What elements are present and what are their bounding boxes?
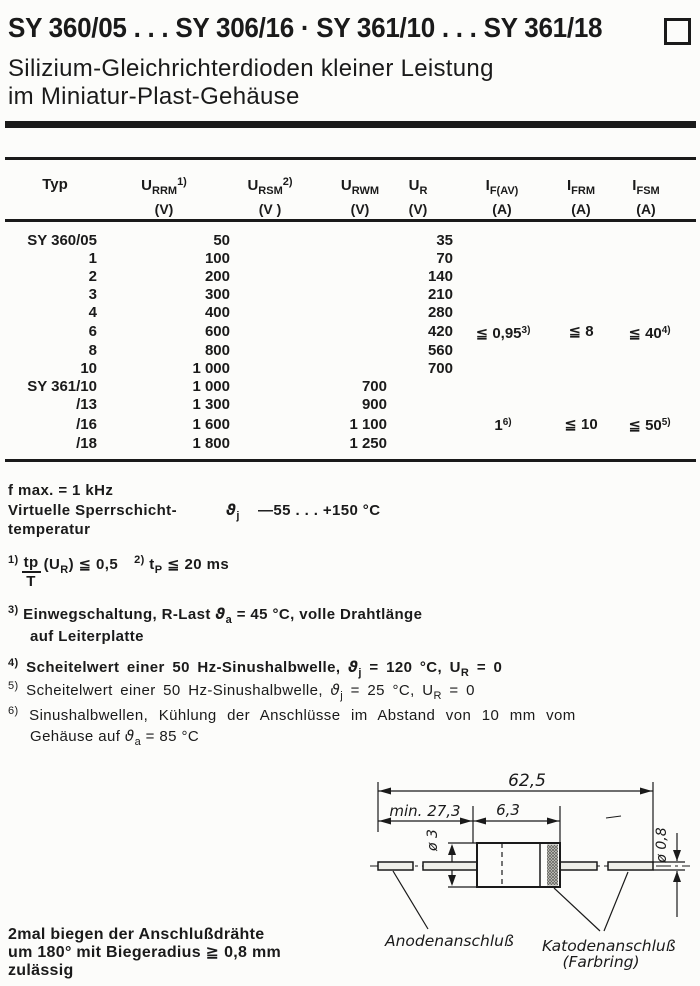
table-row — [8, 360, 690, 378]
cell-ifrm — [553, 232, 609, 250]
cell-ur — [387, 396, 453, 414]
cell-urwm — [300, 360, 387, 378]
cell-ifav-group1: ≦ 0,95$^{3)}$ — [475, 324, 531, 342]
cathode-band — [547, 845, 558, 886]
footnote-4: $^{4)}$ Scheitelwert einer 50 Hz-Sinushalbwelle, $ϑ_j = 120$ °C, $U_R = 0$ — [8, 657, 503, 679]
cell-ifsm — [609, 232, 690, 250]
dim-min-label: min. 27,3 — [389, 802, 461, 820]
bend-note-line1: 2mal biegen der Anschlußdrähte — [8, 926, 265, 943]
cell-typ: 1 — [88, 249, 97, 267]
cell-typ: /16 — [76, 415, 97, 433]
cell-typ: /18 — [76, 434, 97, 452]
divider-thick — [5, 121, 696, 128]
table-row — [8, 286, 690, 304]
cell-typ: 2 — [88, 267, 97, 285]
cell-urwm — [300, 250, 387, 268]
footnote-3: $^{3)}$ Einwegschaltung, R-Last $ϑ_a = 45$ °C, volle Drahtlänge — [8, 604, 423, 626]
cell-ur — [387, 435, 453, 453]
subtitle-line2: im Miniatur-Plast-Gehäuse — [8, 83, 300, 110]
cell-urrm: 1 800 — [192, 434, 230, 452]
cell-typ: /13 — [76, 396, 97, 414]
table-row — [8, 396, 690, 414]
col-header-ifav: $I_{F(AV)}$ (A) — [485, 177, 519, 217]
fraction-tp-over-T: $\frac{tp}{T}$ — [23, 554, 39, 590]
cell-ur: 70 — [436, 249, 453, 267]
cathode-label-line2: (Farbring) — [562, 953, 640, 971]
dim-wire-dia-label: ø 0,8 — [654, 827, 670, 863]
cell-typ: 3 — [88, 285, 97, 303]
note-virt-label2: temperatur — [8, 521, 91, 538]
note-virt-symbol: $ϑ_j$ — [226, 501, 240, 522]
table-row — [8, 414, 690, 435]
cell-ifrm-group1: ≦ 8 — [568, 323, 594, 341]
divider-table-top — [5, 157, 696, 160]
cell-ifsm-group2: ≦ 50$^{5)}$ — [628, 417, 671, 435]
note-fmax: f max. = 1 kHz — [8, 482, 114, 499]
col-header-ifrm: $I_{FRM}$ (A) — [567, 177, 595, 217]
footnote-1-2: $^{1)}$ $\frac{tp}{T}$ $(U_R)$ ≦ 0,5 $^{2)}$ $t_P$ ≦ 20 ms — [8, 554, 230, 590]
cell-urrm: 50 — [213, 232, 230, 249]
table-row — [8, 378, 690, 396]
cell-urwm — [300, 286, 387, 304]
table-row — [8, 322, 690, 343]
table-row — [8, 250, 690, 268]
footnote-5: $^{5)}$ Scheitelwert einer 50 Hz-Sinushalbwelle, $ϑ_j = 25$ °C, $U_R = 0$ — [8, 680, 475, 702]
dim-body-dia-label: ø 3 — [425, 829, 441, 851]
cell-typ: 8 — [88, 342, 97, 360]
col-header-ursm: $U_{RSM}^{2)}$ (V ) — [247, 176, 293, 217]
cell-urwm — [300, 322, 387, 343]
cathode-label: Katodenanschluß — [542, 937, 676, 955]
table-row — [8, 232, 690, 250]
cell-urrm: 100 — [204, 249, 230, 267]
dimension-drawing — [330, 750, 700, 986]
cell-ur: 700 — [427, 360, 453, 378]
cell-urwm: 900 — [361, 396, 387, 414]
cell-urwm: 1 250 — [349, 434, 387, 452]
cell-ur: 560 — [427, 342, 453, 360]
dim-total-label: 62,5 — [508, 771, 546, 791]
divider-table-header — [5, 219, 696, 222]
cell-ur: 210 — [427, 285, 453, 303]
cell-urrm: 200 — [204, 267, 230, 285]
cell-urrm: 600 — [204, 323, 230, 341]
col-header-urrm: $U_{RRM}^{1)}$ (V) — [141, 176, 187, 217]
cell-ifrm-group2: ≦ 10 — [564, 415, 598, 433]
cell-typ: 4 — [88, 303, 97, 321]
cell-urrm: 1 600 — [192, 415, 230, 433]
cell-urrm: 400 — [204, 303, 230, 321]
cell-ur: 35 — [436, 232, 453, 249]
footnote-6-line2: Gehäuse auf $ϑ_a = 85$ °C — [30, 727, 200, 748]
cell-ur: 280 — [427, 303, 453, 321]
note-virt-label1: Virtuelle Sperrschicht- — [8, 502, 177, 519]
cell-urwm — [300, 304, 387, 322]
cell-typ: 6 — [88, 323, 97, 341]
cell-urwm — [300, 232, 387, 250]
cell-urwm: 700 — [361, 378, 387, 396]
subtitle-line1: Silizium-Gleichrichterdioden kleiner Leistung — [8, 55, 494, 82]
footnote-3-line2: auf Leiterplatte — [30, 628, 144, 645]
cell-typ: SY 360/05 — [27, 232, 97, 249]
col-header-urwm: $U_{RWM}$ (V) — [340, 177, 380, 217]
cell-ifsm-group1: ≦ 40$^{4)}$ — [628, 324, 671, 342]
page-title: SY 360/05 . . . SY 306/16 · SY 361/10 . . . SY 361/18 — [8, 12, 603, 43]
spec-table — [8, 232, 690, 453]
cell-ifav — [453, 232, 553, 250]
col-header-typ: Typ — [42, 176, 68, 193]
note-virt-value: —55 . . . +150 °C — [258, 502, 381, 519]
cell-ur: 420 — [427, 323, 453, 341]
cell-urrm: 1 000 — [192, 360, 230, 378]
cell-ursm — [230, 250, 300, 268]
anode-label: Anodenanschluß — [385, 932, 514, 950]
cell-typ: 10 — [80, 360, 97, 378]
table-row — [8, 342, 690, 360]
col-header-ifsm: $I_{FSM}$ (A) — [632, 177, 660, 217]
cell-urwm: 1 100 — [349, 415, 387, 433]
cell-ifav-group2: 1$^{6)}$ — [494, 417, 512, 435]
footnote-6: $^{6)}$ Sinushalbwellen, Kühlung der Anschlüsse im Abstand von 10 mm vom — [8, 705, 576, 724]
cell-ursm — [230, 232, 300, 250]
cell-ur: 140 — [427, 267, 453, 285]
table-row — [8, 304, 690, 322]
cell-typ: SY 361/10 — [27, 378, 97, 396]
divider-table-bottom — [5, 459, 696, 462]
cell-urrm: 1 300 — [192, 396, 230, 414]
cell-urrm: 800 — [204, 342, 230, 360]
cell-urwm — [300, 342, 387, 360]
cell-urwm — [300, 268, 387, 286]
table-row — [8, 268, 690, 286]
cell-ur — [387, 414, 453, 435]
cell-urrm: 300 — [204, 285, 230, 303]
corner-marker-box — [664, 18, 691, 45]
bend-note-line2: um 180° mit Biegeradius ≧ 0,8 mm — [8, 944, 282, 961]
cell-urrm: 1 000 — [192, 378, 230, 396]
bend-note-line3: zulässig — [8, 962, 74, 979]
table-row — [8, 435, 690, 453]
cell-ur — [387, 378, 453, 396]
col-header-ur: $U_R$ (V) — [408, 177, 428, 217]
dim-body-label: 6,3 — [496, 801, 520, 819]
